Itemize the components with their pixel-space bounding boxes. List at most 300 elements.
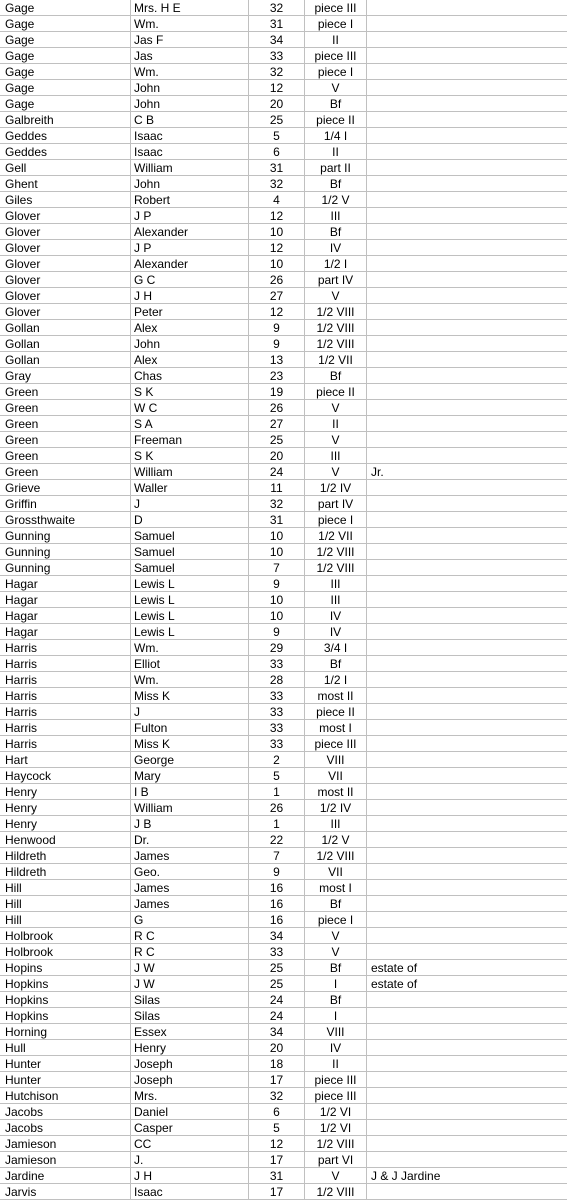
lot-cell[interactable]: 16 xyxy=(249,880,305,896)
note-cell[interactable] xyxy=(367,1152,567,1168)
last-name-cell[interactable]: Gollan xyxy=(0,320,131,336)
note-cell[interactable] xyxy=(367,608,567,624)
last-name-cell[interactable]: Gage xyxy=(0,48,131,64)
lot-cell[interactable]: 32 xyxy=(249,0,305,16)
first-name-cell[interactable]: Mrs. H E xyxy=(131,0,249,16)
note-cell[interactable]: estate of xyxy=(371,961,418,975)
note-cell[interactable] xyxy=(367,944,567,960)
last-name-cell[interactable]: Green xyxy=(0,464,131,480)
lot-cell[interactable]: 20 xyxy=(249,96,305,112)
last-name-cell[interactable]: Haycock xyxy=(0,768,131,784)
concession-cell[interactable]: 1/2 VIII xyxy=(305,304,367,320)
lot-cell[interactable]: 10 xyxy=(249,608,305,624)
concession-cell[interactable]: 1/2 VI xyxy=(305,1104,367,1120)
last-name-cell[interactable]: Hildreth xyxy=(0,848,131,864)
first-name-cell[interactable]: Miss K xyxy=(131,688,249,704)
first-name-cell[interactable]: J P xyxy=(131,208,249,224)
last-name-cell[interactable]: Henry xyxy=(0,784,131,800)
concession-cell[interactable]: 1/2 VII xyxy=(305,352,367,368)
lot-cell[interactable]: 32 xyxy=(249,64,305,80)
concession-cell[interactable]: piece II xyxy=(305,704,367,720)
last-name-cell[interactable]: Ghent xyxy=(0,176,131,192)
first-name-cell[interactable]: Waller xyxy=(131,480,249,496)
lot-cell[interactable]: 12 xyxy=(249,208,305,224)
lot-cell[interactable]: 9 xyxy=(249,864,305,880)
last-name-cell[interactable]: Hull xyxy=(0,1040,131,1056)
note-cell[interactable] xyxy=(367,880,567,896)
lot-cell[interactable]: 31 xyxy=(249,16,305,32)
note-cell[interactable] xyxy=(367,800,567,816)
last-name-cell[interactable]: Gollan xyxy=(0,352,131,368)
last-name-cell[interactable]: Hopkins xyxy=(0,1008,131,1024)
last-name-cell[interactable]: Glover xyxy=(0,208,131,224)
note-cell[interactable] xyxy=(367,240,567,256)
last-name-cell[interactable]: Glover xyxy=(0,288,131,304)
first-name-cell[interactable]: Joseph xyxy=(131,1056,249,1072)
note-cell[interactable] xyxy=(367,1104,567,1120)
lot-cell[interactable]: 25 xyxy=(249,960,305,976)
first-name-cell[interactable]: S K xyxy=(131,384,249,400)
lot-cell[interactable]: 12 xyxy=(249,240,305,256)
concession-cell[interactable]: piece I xyxy=(305,16,367,32)
first-name-cell[interactable]: S A xyxy=(131,416,249,432)
first-name-cell[interactable]: J. xyxy=(131,1152,249,1168)
concession-cell[interactable]: V xyxy=(305,464,367,480)
first-name-cell[interactable]: Miss K xyxy=(131,736,249,752)
lot-cell[interactable]: 34 xyxy=(249,32,305,48)
concession-cell[interactable]: V xyxy=(305,944,367,960)
last-name-cell[interactable]: Gray xyxy=(0,368,131,384)
concession-cell[interactable]: V xyxy=(305,400,367,416)
lot-cell[interactable]: 6 xyxy=(249,144,305,160)
concession-cell[interactable]: V xyxy=(305,80,367,96)
last-name-cell[interactable]: Hunter xyxy=(0,1056,131,1072)
last-name-cell[interactable]: Hunter xyxy=(0,1072,131,1088)
first-name-cell[interactable]: John xyxy=(131,96,249,112)
concession-cell[interactable]: III xyxy=(305,448,367,464)
note-cell[interactable] xyxy=(367,320,567,336)
last-name-cell[interactable]: Henwood xyxy=(0,832,131,848)
first-name-cell[interactable]: Mary xyxy=(131,768,249,784)
last-name-cell[interactable]: Jacobs xyxy=(0,1104,131,1120)
last-name-cell[interactable]: Harris xyxy=(0,672,131,688)
first-name-cell[interactable]: Samuel xyxy=(131,528,249,544)
concession-cell[interactable]: 1/2 VIII xyxy=(305,544,367,560)
lot-cell[interactable]: 25 xyxy=(249,976,305,992)
note-cell[interactable] xyxy=(367,208,567,224)
note-cell[interactable] xyxy=(367,32,567,48)
lot-cell[interactable]: 5 xyxy=(249,1120,305,1136)
note-cell[interactable] xyxy=(367,432,567,448)
last-name-cell[interactable]: Harris xyxy=(0,736,131,752)
last-name-cell[interactable]: Galbreith xyxy=(0,112,131,128)
first-name-cell[interactable]: R C xyxy=(131,944,249,960)
first-name-cell[interactable]: Lewis L xyxy=(131,624,249,640)
concession-cell[interactable]: III xyxy=(305,816,367,832)
lot-cell[interactable]: 12 xyxy=(249,80,305,96)
note-cell[interactable] xyxy=(367,544,567,560)
lot-cell[interactable]: 12 xyxy=(249,304,305,320)
first-name-cell[interactable]: Chas xyxy=(131,368,249,384)
lot-cell[interactable]: 9 xyxy=(249,624,305,640)
concession-cell[interactable]: 1/4 I xyxy=(305,128,367,144)
concession-cell[interactable]: part VI xyxy=(305,1152,367,1168)
first-name-cell[interactable]: Lewis L xyxy=(131,608,249,624)
concession-cell[interactable]: part II xyxy=(305,160,367,176)
lot-cell[interactable]: 20 xyxy=(249,448,305,464)
concession-cell[interactable]: 1/2 I xyxy=(305,672,367,688)
first-name-cell[interactable]: Samuel xyxy=(131,560,249,576)
first-name-cell[interactable]: J xyxy=(131,704,249,720)
last-name-cell[interactable]: Jacobs xyxy=(0,1120,131,1136)
lot-cell[interactable]: 32 xyxy=(249,1088,305,1104)
first-name-cell[interactable]: CC xyxy=(131,1136,249,1152)
lot-cell[interactable]: 6 xyxy=(249,1104,305,1120)
last-name-cell[interactable]: Giles xyxy=(0,192,131,208)
note-cell[interactable] xyxy=(367,480,567,496)
first-name-cell[interactable]: James xyxy=(131,848,249,864)
first-name-cell[interactable]: Silas xyxy=(131,1008,249,1024)
first-name-cell[interactable]: William xyxy=(131,800,249,816)
first-name-cell[interactable]: Alexander xyxy=(131,256,249,272)
lot-cell[interactable]: 10 xyxy=(249,592,305,608)
last-name-cell[interactable]: Gage xyxy=(0,64,131,80)
note-cell[interactable] xyxy=(367,656,567,672)
first-name-cell[interactable]: Freeman xyxy=(131,432,249,448)
last-name-cell[interactable]: Gunning xyxy=(0,528,131,544)
first-name-cell[interactable]: John xyxy=(131,176,249,192)
concession-cell[interactable]: II xyxy=(305,32,367,48)
last-name-cell[interactable]: Hagar xyxy=(0,592,131,608)
note-cell[interactable] xyxy=(367,624,567,640)
first-name-cell[interactable]: Robert xyxy=(131,192,249,208)
note-cell[interactable] xyxy=(367,160,567,176)
last-name-cell[interactable]: Geddes xyxy=(0,144,131,160)
concession-cell[interactable]: piece III xyxy=(305,736,367,752)
lot-cell[interactable]: 10 xyxy=(249,528,305,544)
note-cell[interactable] xyxy=(367,896,567,912)
first-name-cell[interactable]: G xyxy=(131,912,249,928)
concession-cell[interactable]: IV xyxy=(305,624,367,640)
first-name-cell[interactable]: Essex xyxy=(131,1024,249,1040)
lot-cell[interactable]: 33 xyxy=(249,48,305,64)
last-name-cell[interactable]: Glover xyxy=(0,272,131,288)
last-name-cell[interactable]: Griffin xyxy=(0,496,131,512)
concession-cell[interactable]: Bf xyxy=(305,96,367,112)
note-cell[interactable] xyxy=(367,16,567,32)
first-name-cell[interactable]: J W xyxy=(131,960,249,976)
lot-cell[interactable]: 31 xyxy=(249,160,305,176)
first-name-cell[interactable]: William xyxy=(131,160,249,176)
note-cell[interactable] xyxy=(367,1184,567,1200)
note-cell[interactable] xyxy=(367,512,567,528)
concession-cell[interactable]: 1/2 VIII xyxy=(305,336,367,352)
concession-cell[interactable]: Bf xyxy=(305,176,367,192)
note-cell[interactable] xyxy=(367,752,567,768)
concession-cell[interactable]: piece I xyxy=(305,64,367,80)
first-name-cell[interactable]: Lewis L xyxy=(131,592,249,608)
last-name-cell[interactable]: Hildreth xyxy=(0,864,131,880)
last-name-cell[interactable]: Hopkins xyxy=(0,992,131,1008)
lot-cell[interactable]: 17 xyxy=(249,1184,305,1200)
first-name-cell[interactable]: G C xyxy=(131,272,249,288)
first-name-cell[interactable]: George xyxy=(131,752,249,768)
concession-cell[interactable]: III xyxy=(305,592,367,608)
first-name-cell[interactable]: Jas F xyxy=(131,32,249,48)
concession-cell[interactable]: V xyxy=(305,1168,367,1184)
concession-cell[interactable]: part IV xyxy=(305,272,367,288)
concession-cell[interactable]: 1/2 V xyxy=(305,832,367,848)
note-cell[interactable] xyxy=(367,576,567,592)
note-cell[interactable] xyxy=(367,1136,567,1152)
lot-cell[interactable]: 10 xyxy=(249,544,305,560)
first-name-cell[interactable]: J xyxy=(131,496,249,512)
last-name-cell[interactable]: Hill xyxy=(0,880,131,896)
note-cell[interactable] xyxy=(367,1040,567,1056)
lot-cell[interactable]: 24 xyxy=(249,464,305,480)
first-name-cell[interactable]: J P xyxy=(131,240,249,256)
lot-cell[interactable]: 19 xyxy=(249,384,305,400)
lot-cell[interactable]: 34 xyxy=(249,1024,305,1040)
last-name-cell[interactable]: Hopins xyxy=(0,960,131,976)
first-name-cell[interactable]: Mrs. xyxy=(131,1088,249,1104)
last-name-cell[interactable]: Hill xyxy=(0,896,131,912)
concession-cell[interactable]: piece II xyxy=(305,112,367,128)
last-name-cell[interactable]: Gage xyxy=(0,0,131,16)
first-name-cell[interactable]: Wm. xyxy=(131,64,249,80)
concession-cell[interactable]: III xyxy=(305,576,367,592)
concession-cell[interactable]: Bf xyxy=(305,224,367,240)
lot-cell[interactable]: 9 xyxy=(249,336,305,352)
lot-cell[interactable]: 7 xyxy=(249,560,305,576)
last-name-cell[interactable]: Harris xyxy=(0,688,131,704)
note-cell[interactable] xyxy=(367,848,567,864)
concession-cell[interactable]: most I xyxy=(305,720,367,736)
first-name-cell[interactable]: S K xyxy=(131,448,249,464)
first-name-cell[interactable]: J H xyxy=(131,1168,249,1184)
note-cell[interactable] xyxy=(367,496,567,512)
lot-cell[interactable]: 27 xyxy=(249,416,305,432)
concession-cell[interactable]: 1/2 VIII xyxy=(305,320,367,336)
lot-cell[interactable]: 33 xyxy=(249,736,305,752)
concession-cell[interactable]: 1/2 VIII xyxy=(305,1136,367,1152)
note-cell[interactable] xyxy=(367,720,567,736)
concession-cell[interactable]: 3/4 I xyxy=(305,640,367,656)
last-name-cell[interactable]: Harris xyxy=(0,640,131,656)
concession-cell[interactable]: most II xyxy=(305,784,367,800)
note-cell[interactable] xyxy=(367,640,567,656)
first-name-cell[interactable]: Joseph xyxy=(131,1072,249,1088)
lot-cell[interactable]: 33 xyxy=(249,704,305,720)
note-cell[interactable] xyxy=(367,592,567,608)
note-cell[interactable] xyxy=(367,0,567,16)
lot-cell[interactable]: 25 xyxy=(249,432,305,448)
last-name-cell[interactable]: Henry xyxy=(0,816,131,832)
first-name-cell[interactable]: D xyxy=(131,512,249,528)
concession-cell[interactable]: V xyxy=(305,288,367,304)
note-cell[interactable] xyxy=(367,992,567,1008)
note-cell[interactable] xyxy=(367,416,567,432)
concession-cell[interactable]: III xyxy=(305,208,367,224)
last-name-cell[interactable]: Gage xyxy=(0,80,131,96)
note-cell[interactable] xyxy=(367,672,567,688)
note-cell[interactable]: J & J Jardine xyxy=(371,1169,441,1183)
last-name-cell[interactable]: Jamieson xyxy=(0,1136,131,1152)
concession-cell[interactable]: piece II xyxy=(305,384,367,400)
first-name-cell[interactable]: Alexander xyxy=(131,224,249,240)
concession-cell[interactable]: most II xyxy=(305,688,367,704)
last-name-cell[interactable]: Hagar xyxy=(0,608,131,624)
last-name-cell[interactable]: Green xyxy=(0,432,131,448)
first-name-cell[interactable]: James xyxy=(131,896,249,912)
concession-cell[interactable]: piece I xyxy=(305,512,367,528)
lot-cell[interactable]: 24 xyxy=(249,1008,305,1024)
concession-cell[interactable]: II xyxy=(305,144,367,160)
note-cell[interactable] xyxy=(367,1120,567,1136)
lot-cell[interactable]: 33 xyxy=(249,720,305,736)
concession-cell[interactable]: 1/2 VII xyxy=(305,528,367,544)
lot-cell[interactable]: 26 xyxy=(249,800,305,816)
lot-cell[interactable]: 33 xyxy=(249,656,305,672)
first-name-cell[interactable]: John xyxy=(131,336,249,352)
lot-cell[interactable]: 27 xyxy=(249,288,305,304)
note-cell[interactable] xyxy=(367,128,567,144)
note-cell[interactable] xyxy=(367,832,567,848)
note-cell[interactable] xyxy=(367,80,567,96)
lot-cell[interactable]: 26 xyxy=(249,400,305,416)
note-cell[interactable] xyxy=(367,704,567,720)
lot-cell[interactable]: 22 xyxy=(249,832,305,848)
first-name-cell[interactable]: Henry xyxy=(131,1040,249,1056)
note-cell[interactable] xyxy=(367,336,567,352)
last-name-cell[interactable]: Harris xyxy=(0,720,131,736)
note-cell[interactable] xyxy=(367,448,567,464)
first-name-cell[interactable]: I B xyxy=(131,784,249,800)
first-name-cell[interactable]: Wm. xyxy=(131,672,249,688)
first-name-cell[interactable]: Silas xyxy=(131,992,249,1008)
last-name-cell[interactable]: Geddes xyxy=(0,128,131,144)
first-name-cell[interactable]: Alex xyxy=(131,320,249,336)
note-cell[interactable] xyxy=(367,64,567,80)
last-name-cell[interactable]: Gage xyxy=(0,32,131,48)
first-name-cell[interactable]: James xyxy=(131,880,249,896)
concession-cell[interactable]: part IV xyxy=(305,496,367,512)
concession-cell[interactable]: II xyxy=(305,1056,367,1072)
note-cell[interactable] xyxy=(367,1072,567,1088)
last-name-cell[interactable]: Gunning xyxy=(0,560,131,576)
first-name-cell[interactable]: Alex xyxy=(131,352,249,368)
concession-cell[interactable]: 1/2 IV xyxy=(305,800,367,816)
lot-cell[interactable]: 9 xyxy=(249,320,305,336)
last-name-cell[interactable]: Hagar xyxy=(0,576,131,592)
note-cell[interactable] xyxy=(367,1088,567,1104)
note-cell[interactable] xyxy=(367,816,567,832)
lot-cell[interactable]: 7 xyxy=(249,848,305,864)
note-cell[interactable]: Jr. xyxy=(371,465,384,479)
note-cell[interactable] xyxy=(367,784,567,800)
note-cell[interactable] xyxy=(367,736,567,752)
lot-cell[interactable]: 26 xyxy=(249,272,305,288)
note-cell[interactable] xyxy=(367,272,567,288)
first-name-cell[interactable]: J H xyxy=(131,288,249,304)
note-cell[interactable] xyxy=(367,96,567,112)
concession-cell[interactable]: IV xyxy=(305,608,367,624)
last-name-cell[interactable]: Glover xyxy=(0,256,131,272)
concession-cell[interactable]: IV xyxy=(305,240,367,256)
note-cell[interactable] xyxy=(367,1056,567,1072)
note-cell[interactable] xyxy=(367,928,567,944)
concession-cell[interactable]: VIII xyxy=(305,1024,367,1040)
last-name-cell[interactable]: Henry xyxy=(0,800,131,816)
first-name-cell[interactable]: Dr. xyxy=(131,832,249,848)
last-name-cell[interactable]: Glover xyxy=(0,224,131,240)
last-name-cell[interactable]: Jamieson xyxy=(0,1152,131,1168)
note-cell[interactable] xyxy=(367,1024,567,1040)
last-name-cell[interactable]: Hagar xyxy=(0,624,131,640)
first-name-cell[interactable]: Elliot xyxy=(131,656,249,672)
note-cell[interactable] xyxy=(367,384,567,400)
concession-cell[interactable]: I xyxy=(305,976,367,992)
last-name-cell[interactable]: Glover xyxy=(0,304,131,320)
first-name-cell[interactable]: Daniel xyxy=(131,1104,249,1120)
first-name-cell[interactable]: J B xyxy=(131,816,249,832)
note-cell[interactable] xyxy=(367,224,567,240)
first-name-cell[interactable]: Casper xyxy=(131,1120,249,1136)
lot-cell[interactable]: 28 xyxy=(249,672,305,688)
last-name-cell[interactable]: Holbrook xyxy=(0,928,131,944)
first-name-cell[interactable]: William xyxy=(131,464,249,480)
lot-cell[interactable]: 34 xyxy=(249,928,305,944)
last-name-cell[interactable]: Gage xyxy=(0,96,131,112)
first-name-cell[interactable]: Fulton xyxy=(131,720,249,736)
last-name-cell[interactable]: Hart xyxy=(0,752,131,768)
first-name-cell[interactable]: Isaac xyxy=(131,1184,249,1200)
concession-cell[interactable]: 1/2 IV xyxy=(305,480,367,496)
lot-cell[interactable]: 29 xyxy=(249,640,305,656)
note-cell[interactable] xyxy=(367,176,567,192)
first-name-cell[interactable]: J W xyxy=(131,976,249,992)
first-name-cell[interactable]: Peter xyxy=(131,304,249,320)
note-cell[interactable] xyxy=(367,688,567,704)
last-name-cell[interactable]: Hopkins xyxy=(0,976,131,992)
concession-cell[interactable]: 1/2 VIII xyxy=(305,560,367,576)
note-cell[interactable] xyxy=(367,112,567,128)
note-cell[interactable] xyxy=(367,1008,567,1024)
concession-cell[interactable]: II xyxy=(305,416,367,432)
lot-cell[interactable]: 5 xyxy=(249,128,305,144)
lot-cell[interactable]: 9 xyxy=(249,576,305,592)
concession-cell[interactable]: VIII xyxy=(305,752,367,768)
note-cell[interactable] xyxy=(367,864,567,880)
lot-cell[interactable]: 16 xyxy=(249,896,305,912)
last-name-cell[interactable]: Gage xyxy=(0,16,131,32)
note-cell[interactable] xyxy=(367,288,567,304)
lot-cell[interactable]: 10 xyxy=(249,224,305,240)
note-cell[interactable] xyxy=(367,304,567,320)
concession-cell[interactable]: most I xyxy=(305,880,367,896)
note-cell[interactable] xyxy=(367,144,567,160)
last-name-cell[interactable]: Green xyxy=(0,416,131,432)
lot-cell[interactable]: 33 xyxy=(249,944,305,960)
lot-cell[interactable]: 32 xyxy=(249,176,305,192)
last-name-cell[interactable]: Glover xyxy=(0,240,131,256)
last-name-cell[interactable]: Harris xyxy=(0,704,131,720)
lot-cell[interactable]: 17 xyxy=(249,1072,305,1088)
note-cell[interactable] xyxy=(367,192,567,208)
concession-cell[interactable]: V xyxy=(305,432,367,448)
concession-cell[interactable]: piece I xyxy=(305,912,367,928)
concession-cell[interactable]: piece III xyxy=(305,1072,367,1088)
